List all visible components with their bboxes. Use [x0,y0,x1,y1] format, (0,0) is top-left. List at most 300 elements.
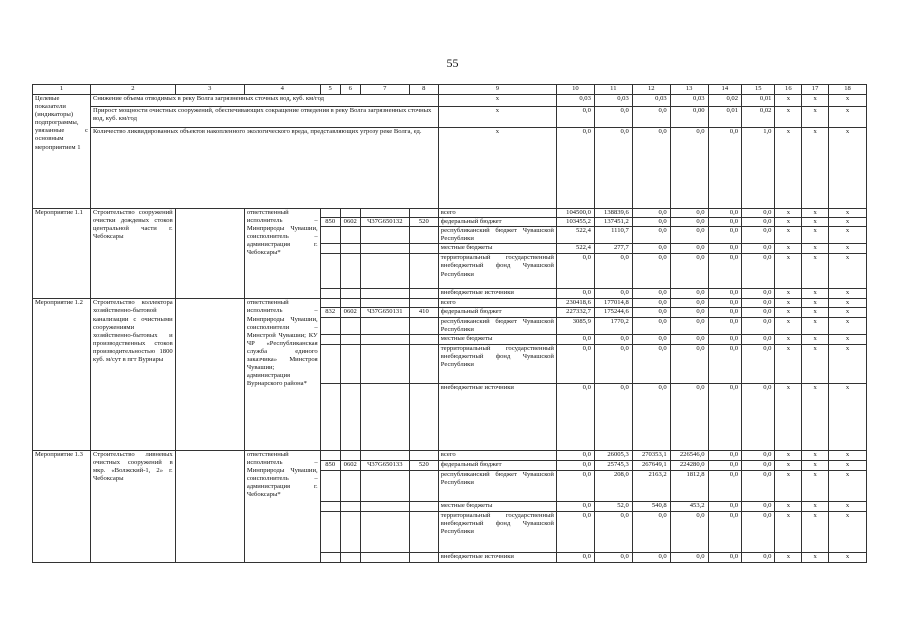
code-blank [409,383,438,450]
funding-value: 227332,7 [556,308,594,317]
funding-value: x [828,289,866,299]
indicator-value: 0,0 [556,128,594,209]
funding-value: 0,0 [708,450,741,460]
funding-value: x [828,552,866,562]
funding-value: 0,0 [594,289,632,299]
funding-source: местные бюджеты [438,244,556,254]
code-blank [340,317,360,334]
funding-value: 0,0 [742,289,775,299]
funding-value: 0,0 [742,254,775,289]
funding-value: 0,0 [742,501,775,511]
code-blank [320,244,340,254]
code-blank [409,317,438,334]
funding-value: 0,0 [742,334,775,344]
funding-value: 0,0 [556,344,594,383]
csr-code: Ч37G650133 [360,460,409,470]
funding-value: x [802,334,829,344]
funding-value: 0,0 [556,254,594,289]
funding-row [33,299,867,308]
funding-value: 0,0 [742,227,775,244]
code-blank [409,209,438,218]
funding-value: 0,0 [708,470,741,501]
funding-value: 0,0 [708,317,741,334]
event-empty-cell [175,450,244,562]
funding-value: x [775,227,802,244]
funding-value: x [775,209,802,218]
code-blank [320,334,340,344]
funding-value: 0,0 [708,552,741,562]
funding-value: x [802,383,829,450]
funding-value: 0,0 [742,209,775,218]
event-name: Строительство ливневых очистных сооружений в мкр. «Волжский-1, 2» г. Чебоксары [90,450,175,562]
funding-value: 0,0 [556,470,594,501]
funding-source: республиканский бюджет Чувашской Республики [438,227,556,244]
code-blank [360,552,409,562]
indicator-text: Прирост мощности очистных сооружений, обеспечивающих сокращение отведения в реку Волга загрязненных сточных вод, куб. км/год [90,107,438,128]
funding-value: 0,0 [708,308,741,317]
funding-value: 0,0 [742,218,775,227]
funding-value: x [802,308,829,317]
funding-value: 0,0 [708,289,741,299]
column-number: 10 [556,85,594,95]
code-blank [340,244,360,254]
funding-value: 138839,6 [594,209,632,218]
funding-value: 0,0 [670,552,708,562]
funding-value: x [802,227,829,244]
event-executor: ответственный исполнитель – Минприроды Чувашии, соисполнители – Минстрой Чувашии; КУ ЧР «Республиканская служба единого заказчика» Минстроя Чувашии; администрация Вурнарского района* [244,299,320,450]
column-number: 4 [244,85,320,95]
code-blank [409,227,438,244]
funding-value: 104500,0 [556,209,594,218]
funding-value: 0,0 [556,552,594,562]
funding-value: 52,0 [594,501,632,511]
code-blank [360,317,409,334]
code-blank [409,344,438,383]
funding-value: 226546,0 [670,450,708,460]
code-blank [409,470,438,501]
indicator-value: 0,02 [708,95,741,107]
funding-value: x [828,209,866,218]
funding-value: 0,0 [556,383,594,450]
indicator-value: 0,03 [594,95,632,107]
indicator-value: 0,01 [708,107,741,128]
indicator-value: 0,03 [632,95,670,107]
code-blank [340,299,360,308]
funding-value: 0,0 [670,317,708,334]
funding-value: 0,0 [670,383,708,450]
code-blank [409,299,438,308]
funding-value: x [802,244,829,254]
funding-value: 0,0 [742,308,775,317]
funding-value: x [775,299,802,308]
funding-value: x [828,254,866,289]
funding-value: x [828,501,866,511]
funding-value: 1110,7 [594,227,632,244]
funding-value: x [828,470,866,501]
funding-value: x [802,299,829,308]
indicator-text: Снижение объема отводимых в реку Волга загрязненных сточных вод, куб. км/год [90,95,438,107]
code-blank [360,244,409,254]
indicator-mark: x [438,107,556,128]
funding-value: 0,0 [632,299,670,308]
column-number: 2 [90,85,175,95]
code-blank [340,552,360,562]
funding-source: территориальный государственный внебюджетный фонд Чувашской Республики [438,511,556,552]
funding-value: 0,0 [708,511,741,552]
column-number: 7 [360,85,409,95]
funding-row [33,450,867,460]
code-blank [360,209,409,218]
code-blank [360,470,409,501]
code-blank [360,289,409,299]
targets-label: Целевые показатели (индикаторы) подпрограммы, увязанные с основным мероприятием 1 [33,95,91,209]
funding-value: x [775,501,802,511]
grbs-code: 850 [320,218,340,227]
grbs-code: 850 [320,460,340,470]
column-number: 18 [828,85,866,95]
page-number: 55 [446,56,459,70]
funding-value: 0,0 [708,299,741,308]
funding-value: 0,0 [594,552,632,562]
indicator-value: 0,0 [670,128,708,209]
indicator-value: 0,03 [670,95,708,107]
indicator-mark: x [438,128,556,209]
funding-source: территориальный государственный внебюджетный фонд Чувашской Республики [438,254,556,289]
funding-value: x [802,254,829,289]
funding-value: x [775,460,802,470]
indicator-value: 0,0 [632,107,670,128]
funding-value: 0,0 [670,244,708,254]
code-blank [360,383,409,450]
indicator-value: 1,0 [742,128,775,209]
code-blank [409,552,438,562]
indicator-value: x [828,107,866,128]
code-blank [320,552,340,562]
indicator-value: x [828,128,866,209]
event-executor: ответственный исполнитель – Минприроды Чувашии, соисполнитель – администрация г. Чебоксары* [244,209,320,299]
funding-source: республиканский бюджет Чувашской Республики [438,317,556,334]
code-blank [320,450,340,460]
vr-code: 410 [409,308,438,317]
rzpr-code: 0602 [340,218,360,227]
funding-value: 0,0 [594,334,632,344]
code-blank [360,511,409,552]
funding-value: x [775,289,802,299]
funding-value: x [775,244,802,254]
funding-value: x [802,289,829,299]
funding-value: x [802,218,829,227]
funding-value: 0,0 [670,299,708,308]
funding-value: 0,0 [632,308,670,317]
column-number: 14 [708,85,741,95]
funding-value: 0,0 [632,552,670,562]
funding-value: 0,0 [632,334,670,344]
code-blank [409,289,438,299]
funding-value: 0,0 [670,511,708,552]
indicator-value: 0,0 [594,107,632,128]
code-blank [320,317,340,334]
funding-value: 0,0 [670,227,708,244]
funding-value: x [802,511,829,552]
funding-row [33,209,867,218]
funding-value: 2163,2 [632,470,670,501]
code-blank [409,450,438,460]
indicator-value: 0,01 [742,95,775,107]
indicator-value: x [802,128,829,209]
funding-value: x [775,383,802,450]
funding-value: 0,0 [632,227,670,244]
indicator-value: x [775,128,802,209]
code-blank [360,334,409,344]
funding-value: x [828,460,866,470]
indicator-value: 0,00 [670,107,708,128]
funding-value: 177014,8 [594,299,632,308]
code-blank [360,501,409,511]
funding-value: x [828,383,866,450]
funding-value: 0,0 [742,460,775,470]
funding-value: 0,0 [670,344,708,383]
funding-value: 0,0 [742,299,775,308]
code-blank [320,344,340,383]
code-blank [320,511,340,552]
funding-value: x [828,344,866,383]
event-empty-cell [175,209,244,299]
code-blank [340,254,360,289]
column-number: 17 [802,85,829,95]
funding-value: 1770,2 [594,317,632,334]
funding-source: внебюджетные источники [438,552,556,562]
funding-value: 0,0 [632,244,670,254]
code-blank [360,227,409,244]
event-empty-cell [175,299,244,450]
funding-value: x [802,470,829,501]
funding-value: 0,0 [632,254,670,289]
funding-source: местные бюджеты [438,334,556,344]
funding-value: x [802,209,829,218]
code-blank [320,254,340,289]
event-name: Строительство коллектора хозяйственно-бытовой канализации с очистными сооружениями хозяйственно-бытовых и производственных стоков производительностью 1800 куб. м/сут в пгт Вурнары [90,299,175,450]
code-blank [320,470,340,501]
code-blank [340,334,360,344]
funding-value: x [802,344,829,383]
indicator-value: x [775,107,802,128]
funding-value: 0,0 [742,244,775,254]
target-indicator-row [33,95,867,107]
event-id: Мероприятие 1.1 [33,209,91,299]
funding-value: 0,0 [594,254,632,289]
funding-value: 0,0 [632,289,670,299]
indicator-value: x [802,107,829,128]
funding-value: 0,0 [742,552,775,562]
funding-value: x [775,552,802,562]
rzpr-code: 0602 [340,308,360,317]
funding-value: 0,0 [670,254,708,289]
indicator-value: 0,0 [632,128,670,209]
csr-code: Ч37G650131 [360,308,409,317]
code-blank [340,383,360,450]
funding-value: 0,0 [632,511,670,552]
code-blank [340,450,360,460]
funding-value: x [775,470,802,501]
funding-value: 0,0 [708,383,741,450]
funding-value: 453,2 [670,501,708,511]
column-number: 11 [594,85,632,95]
funding-value: 0,0 [742,383,775,450]
column-number: 6 [340,85,360,95]
funding-value: 175244,6 [594,308,632,317]
funding-value: 26005,3 [594,450,632,460]
funding-value: 522,4 [556,244,594,254]
code-blank [409,511,438,552]
code-blank [320,299,340,308]
code-blank [409,244,438,254]
funding-value: 0,0 [670,289,708,299]
funding-value: 0,0 [708,344,741,383]
funding-value: x [775,254,802,289]
funding-value: 0,0 [594,511,632,552]
code-blank [409,501,438,511]
funding-value: 25745,3 [594,460,632,470]
code-blank [340,209,360,218]
funding-value: 208,0 [594,470,632,501]
funding-value: x [775,344,802,383]
indicator-value: 0,0 [708,128,741,209]
code-blank [320,289,340,299]
funding-value: 0,0 [632,344,670,383]
funding-source: федеральный бюджет [438,308,556,317]
funding-value: 0,0 [556,450,594,460]
funding-value: 1812,8 [670,470,708,501]
column-number: 12 [632,85,670,95]
code-blank [340,344,360,383]
event-id: Мероприятие 1.3 [33,450,91,562]
funding-value: 0,0 [742,470,775,501]
code-blank [320,383,340,450]
rzpr-code: 0602 [340,460,360,470]
funding-value: 0,0 [670,334,708,344]
funding-value: 0,0 [670,308,708,317]
funding-value: 0,0 [632,218,670,227]
funding-value: 0,0 [708,209,741,218]
funding-value: 0,0 [742,511,775,552]
funding-value: 0,0 [670,209,708,218]
funding-value: 0,0 [708,244,741,254]
target-indicator-row [33,107,867,128]
target-indicator-row [33,128,867,209]
funding-value: x [802,317,829,334]
funding-value: x [775,317,802,334]
funding-value: x [828,227,866,244]
funding-value: 230418,6 [556,299,594,308]
funding-value: 0,0 [742,317,775,334]
event-id: Мероприятие 1.2 [33,299,91,450]
funding-value: 0,0 [670,218,708,227]
funding-value: x [828,299,866,308]
funding-value: 0,0 [556,460,594,470]
funding-value: 0,0 [594,383,632,450]
indicator-value: x [802,95,829,107]
funding-value: x [802,501,829,511]
indicator-mark: x [438,95,556,107]
code-blank [340,511,360,552]
funding-source: республиканский бюджет Чувашской Республики [438,470,556,501]
code-blank [360,450,409,460]
funding-value: 0,0 [708,334,741,344]
funding-source: внебюджетные источники [438,383,556,450]
column-number: 1 [33,85,91,95]
funding-source: федеральный бюджет [438,460,556,470]
indicator-value: x [775,95,802,107]
code-blank [360,254,409,289]
funding-value: x [828,450,866,460]
funding-value: x [802,552,829,562]
indicator-value: 0,03 [556,95,594,107]
funding-source: всего [438,299,556,308]
funding-value: 0,0 [594,344,632,383]
csr-code: Ч37G650132 [360,218,409,227]
funding-value: x [828,317,866,334]
code-blank [340,227,360,244]
indicator-value: 0,0 [556,107,594,128]
funding-value: 3085,9 [556,317,594,334]
funding-value: x [828,244,866,254]
funding-value: 0,0 [708,218,741,227]
funding-value: x [802,450,829,460]
funding-source: федеральный бюджет [438,218,556,227]
funding-value: 522,4 [556,227,594,244]
code-blank [340,470,360,501]
code-blank [340,289,360,299]
funding-value: 277,7 [594,244,632,254]
funding-value: 0,0 [708,460,741,470]
code-blank [320,209,340,218]
vr-code: 520 [409,460,438,470]
funding-value: 103455,2 [556,218,594,227]
event-name: Строительство сооружений очистки дождевых стоков центральной части г. Чебоксары [90,209,175,299]
code-blank [360,299,409,308]
funding-value: 137451,2 [594,218,632,227]
funding-value: 270353,1 [632,450,670,460]
column-number: 9 [438,85,556,95]
code-blank [409,334,438,344]
code-blank [409,254,438,289]
funding-source: всего [438,450,556,460]
column-number: 8 [409,85,438,95]
funding-value: 267649,1 [632,460,670,470]
funding-value: x [775,511,802,552]
column-number: 5 [320,85,340,95]
funding-value: 540,8 [632,501,670,511]
column-number: 3 [175,85,244,95]
funding-value: 0,0 [556,289,594,299]
funding-value: 0,0 [742,450,775,460]
grbs-code: 832 [320,308,340,317]
funding-value: x [828,218,866,227]
code-blank [320,501,340,511]
funding-value: 0,0 [632,209,670,218]
funding-value: 0,0 [708,254,741,289]
code-blank [320,227,340,244]
funding-source: внебюджетные источники [438,289,556,299]
indicator-text: Количество ликвидированных объектов накопленного экологического вреда, представляющих угрозу реке Волга, ед. [90,128,438,209]
indicator-value: 0,0 [594,128,632,209]
funding-source: местные бюджеты [438,501,556,511]
event-executor: ответственный исполнитель – Минприроды Чувашии, соисполнитель – администрация г. Чебоксары* [244,450,320,562]
funding-source: всего [438,209,556,218]
code-blank [360,344,409,383]
funding-value: 0,0 [632,317,670,334]
funding-value: x [775,450,802,460]
